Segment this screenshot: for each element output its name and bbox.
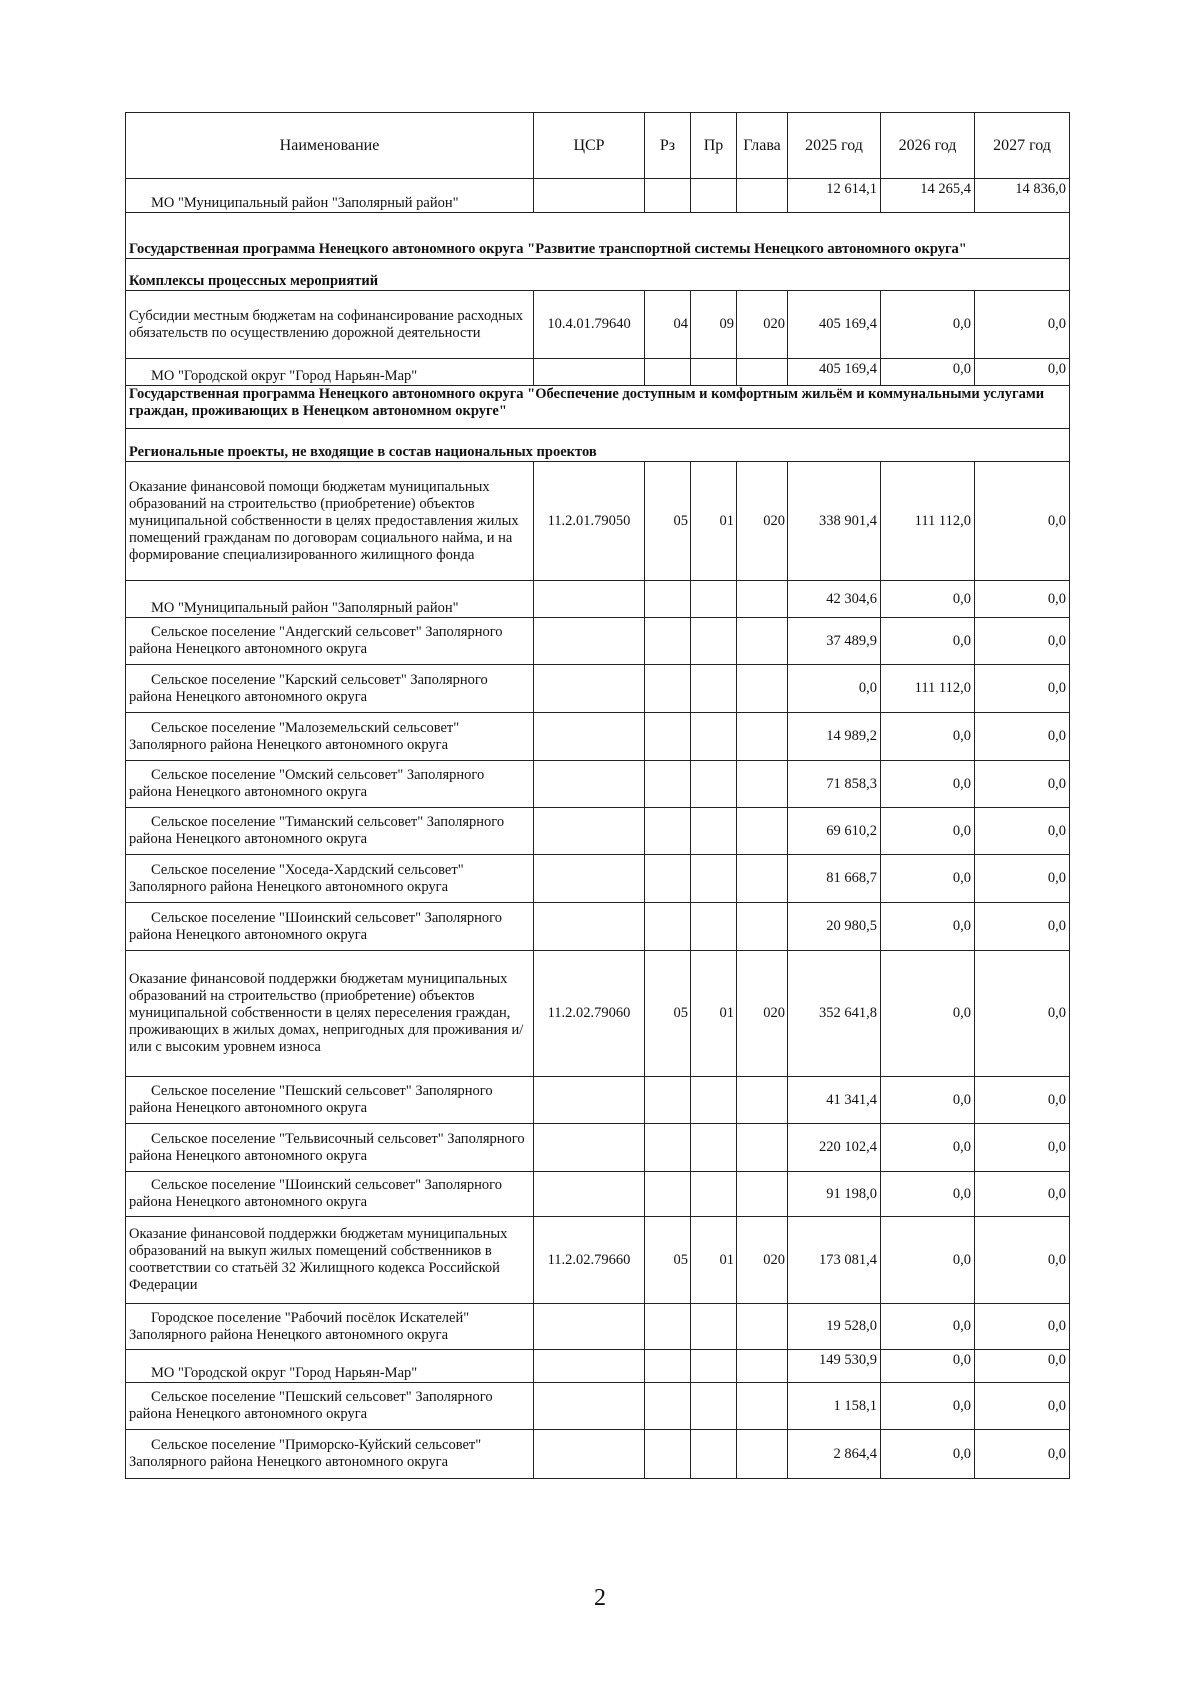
row-2027: 0,0 bbox=[975, 1217, 1070, 1304]
row-2027: 0,0 bbox=[975, 808, 1070, 855]
row-2027: 0,0 bbox=[975, 1350, 1070, 1383]
header-glava: Глава bbox=[737, 113, 788, 179]
row-name: Сельское поселение "Хоседа-Хардский сельсовет" Заполярного района Ненецкого автономного округа bbox=[126, 855, 534, 903]
empty-cell bbox=[645, 855, 691, 903]
empty-cell bbox=[691, 1172, 737, 1217]
table-row bbox=[126, 1350, 1070, 1383]
row-2027: 0,0 bbox=[975, 951, 1070, 1077]
empty-cell bbox=[737, 855, 788, 903]
row-2026: 0,0 bbox=[881, 713, 975, 761]
row-2027: 0,0 bbox=[975, 1124, 1070, 1172]
row-csr: 11.2.02.79660 bbox=[534, 1217, 645, 1304]
row-2025: 220 102,4 bbox=[788, 1124, 881, 1172]
table-row bbox=[126, 1124, 1070, 1172]
row-glava: 020 bbox=[737, 462, 788, 581]
row-2027: 0,0 bbox=[975, 1430, 1070, 1479]
empty-cell bbox=[691, 713, 737, 761]
table-row bbox=[126, 951, 1070, 1077]
section-subtitle: Комплексы процессных мероприятий bbox=[126, 259, 1070, 291]
empty-cell bbox=[691, 903, 737, 951]
row-2026: 0,0 bbox=[881, 1304, 975, 1350]
header-rz: Рз bbox=[645, 113, 691, 179]
empty-cell bbox=[534, 761, 645, 808]
table-row bbox=[126, 855, 1070, 903]
section-title: Государственная программа Ненецкого автономного округа "Развитие транспортной системы Ненецкого автономного округа" bbox=[126, 213, 1070, 259]
row-glava: 020 bbox=[737, 291, 788, 359]
empty-cell bbox=[645, 179, 691, 213]
empty-cell bbox=[645, 808, 691, 855]
row-csr: 11.2.01.79050 bbox=[534, 462, 645, 581]
empty-cell bbox=[737, 903, 788, 951]
empty-cell bbox=[534, 1124, 645, 1172]
empty-cell bbox=[737, 1350, 788, 1383]
row-2027: 0,0 bbox=[975, 1172, 1070, 1217]
empty-cell bbox=[737, 359, 788, 386]
empty-cell bbox=[737, 1172, 788, 1217]
row-name: Оказание финансовой поддержки бюджетам муниципальных образований на выкуп жилых помещений собственников в соответствии со статьёй 32 Жилищного кодекса Российской Федерации bbox=[126, 1217, 534, 1304]
table-row bbox=[126, 359, 1070, 386]
row-name: Сельское поселение "Андегский сельсовет" Заполярного района Ненецкого автономного округа bbox=[126, 618, 534, 665]
empty-cell bbox=[534, 665, 645, 713]
table-row bbox=[126, 618, 1070, 665]
empty-cell bbox=[534, 618, 645, 665]
empty-cell bbox=[534, 713, 645, 761]
table-row bbox=[126, 903, 1070, 951]
row-2027: 0,0 bbox=[975, 291, 1070, 359]
empty-cell bbox=[737, 1124, 788, 1172]
table-row bbox=[126, 665, 1070, 713]
row-2027: 0,0 bbox=[975, 1304, 1070, 1350]
table-row bbox=[126, 1077, 1070, 1124]
row-2025: 41 341,4 bbox=[788, 1077, 881, 1124]
row-2026: 111 112,0 bbox=[881, 462, 975, 581]
row-2026: 0,0 bbox=[881, 581, 975, 618]
row-2025: 1 158,1 bbox=[788, 1383, 881, 1430]
row-name: Сельское поселение "Шоинский сельсовет" Заполярного района Ненецкого автономного округа bbox=[126, 1172, 534, 1217]
empty-cell bbox=[645, 713, 691, 761]
row-2025: 14 989,2 bbox=[788, 713, 881, 761]
section-row bbox=[126, 213, 1070, 259]
empty-cell bbox=[534, 855, 645, 903]
section-row bbox=[126, 386, 1070, 429]
row-name: Сельское поселение "Тиманский сельсовет" Заполярного района Ненецкого автономного округа bbox=[126, 808, 534, 855]
row-2027: 0,0 bbox=[975, 1383, 1070, 1430]
empty-cell bbox=[645, 1077, 691, 1124]
row-2025: 69 610,2 bbox=[788, 808, 881, 855]
row-name: Сельское поселение "Пешский сельсовет" Заполярного района Ненецкого автономного округа bbox=[126, 1383, 534, 1430]
empty-cell bbox=[645, 665, 691, 713]
row-name: Сельское поселение "Карский сельсовет" Заполярного района Ненецкого автономного округа bbox=[126, 665, 534, 713]
empty-cell bbox=[691, 665, 737, 713]
empty-cell bbox=[534, 1172, 645, 1217]
row-2027: 0,0 bbox=[975, 761, 1070, 808]
empty-cell bbox=[645, 903, 691, 951]
section-row bbox=[126, 429, 1070, 462]
empty-cell bbox=[534, 581, 645, 618]
empty-cell bbox=[691, 1304, 737, 1350]
row-glava: 020 bbox=[737, 951, 788, 1077]
header-name: Наименование bbox=[126, 113, 534, 179]
table-row bbox=[126, 1304, 1070, 1350]
empty-cell bbox=[691, 761, 737, 808]
row-2025: 81 668,7 bbox=[788, 855, 881, 903]
header-pr: Пр bbox=[691, 113, 737, 179]
row-2027: 14 836,0 bbox=[975, 179, 1070, 213]
empty-cell bbox=[737, 1077, 788, 1124]
row-2026: 0,0 bbox=[881, 1172, 975, 1217]
table-header-row bbox=[126, 113, 1070, 179]
row-pr: 09 bbox=[691, 291, 737, 359]
row-2025: 71 858,3 bbox=[788, 761, 881, 808]
row-name: Сельское поселение "Тельвисочный сельсовет" Заполярного района Ненецкого автономного округа bbox=[126, 1124, 534, 1172]
row-name: МО "Муниципальный район "Заполярный район" bbox=[126, 179, 534, 213]
row-2025: 91 198,0 bbox=[788, 1172, 881, 1217]
empty-cell bbox=[737, 713, 788, 761]
empty-cell bbox=[645, 1172, 691, 1217]
row-name: МО "Городской округ "Город Нарьян-Мар" bbox=[126, 1350, 534, 1383]
row-2025: 37 489,9 bbox=[788, 618, 881, 665]
row-name: Оказание финансовой помощи бюджетам муниципальных образований на строительство (приобретение) объектов муниципальной собственности в целях предоставления жилых помещений гражданам по договорам социального найма, и на формирование специализированного жилищного фонда bbox=[126, 462, 534, 581]
row-name: Субсидии местным бюджетам на софинансирование расходных обязательств по осуществлению дорожной деятельности bbox=[126, 291, 534, 359]
row-2026: 0,0 bbox=[881, 1124, 975, 1172]
empty-cell bbox=[691, 1350, 737, 1383]
empty-cell bbox=[534, 903, 645, 951]
empty-cell bbox=[691, 1430, 737, 1479]
empty-cell bbox=[737, 665, 788, 713]
row-2027: 0,0 bbox=[975, 462, 1070, 581]
page-number: 2 bbox=[594, 1585, 606, 1611]
empty-cell bbox=[737, 581, 788, 618]
empty-cell bbox=[691, 808, 737, 855]
row-2026: 0,0 bbox=[881, 903, 975, 951]
empty-cell bbox=[691, 618, 737, 665]
table-row bbox=[126, 581, 1070, 618]
row-2027: 0,0 bbox=[975, 855, 1070, 903]
row-2027: 0,0 bbox=[975, 359, 1070, 386]
row-2026: 0,0 bbox=[881, 808, 975, 855]
row-2025: 338 901,4 bbox=[788, 462, 881, 581]
empty-cell bbox=[534, 179, 645, 213]
empty-cell bbox=[534, 1304, 645, 1350]
section-subtitle: Региональные проекты, не входящие в состав национальных проектов bbox=[126, 429, 1070, 462]
row-2026: 14 265,4 bbox=[881, 179, 975, 213]
row-2026: 0,0 bbox=[881, 618, 975, 665]
table-row bbox=[126, 761, 1070, 808]
empty-cell bbox=[737, 179, 788, 213]
row-name: Сельское поселение "Пешский сельсовет" Заполярного района Ненецкого автономного округа bbox=[126, 1077, 534, 1124]
row-2025: 20 980,5 bbox=[788, 903, 881, 951]
row-2026: 0,0 bbox=[881, 1077, 975, 1124]
empty-cell bbox=[534, 1430, 645, 1479]
row-2025: 0,0 bbox=[788, 665, 881, 713]
table-row bbox=[126, 1217, 1070, 1304]
row-2026: 0,0 bbox=[881, 1383, 975, 1430]
row-glava: 020 bbox=[737, 1217, 788, 1304]
row-2027: 0,0 bbox=[975, 1077, 1070, 1124]
empty-cell bbox=[645, 1124, 691, 1172]
row-csr: 11.2.02.79060 bbox=[534, 951, 645, 1077]
empty-cell bbox=[737, 1430, 788, 1479]
row-2026: 111 112,0 bbox=[881, 665, 975, 713]
empty-cell bbox=[691, 1077, 737, 1124]
empty-cell bbox=[737, 618, 788, 665]
row-2025: 19 528,0 bbox=[788, 1304, 881, 1350]
row-2027: 0,0 bbox=[975, 581, 1070, 618]
table-row bbox=[126, 1172, 1070, 1217]
row-pr: 01 bbox=[691, 462, 737, 581]
table-row bbox=[126, 179, 1070, 213]
empty-cell bbox=[737, 808, 788, 855]
row-rz: 05 bbox=[645, 951, 691, 1077]
table-row bbox=[126, 291, 1070, 359]
header-csr: ЦСР bbox=[534, 113, 645, 179]
empty-cell bbox=[645, 359, 691, 386]
budget-table bbox=[125, 112, 1070, 1479]
row-2025: 149 530,9 bbox=[788, 1350, 881, 1383]
row-2026: 0,0 bbox=[881, 855, 975, 903]
row-2026: 0,0 bbox=[881, 359, 975, 386]
empty-cell bbox=[737, 1304, 788, 1350]
empty-cell bbox=[691, 1124, 737, 1172]
section-row bbox=[126, 259, 1070, 291]
header-2026: 2026 год bbox=[881, 113, 975, 179]
empty-cell bbox=[645, 618, 691, 665]
row-rz: 05 bbox=[645, 462, 691, 581]
row-2025: 12 614,1 bbox=[788, 179, 881, 213]
row-name: МО "Муниципальный район "Заполярный район" bbox=[126, 581, 534, 618]
table-row bbox=[126, 713, 1070, 761]
row-2026: 0,0 bbox=[881, 1217, 975, 1304]
empty-cell bbox=[691, 1383, 737, 1430]
empty-cell bbox=[534, 1077, 645, 1124]
row-csr: 10.4.01.79640 bbox=[534, 291, 645, 359]
empty-cell bbox=[645, 761, 691, 808]
table-row bbox=[126, 1430, 1070, 1479]
header-2027: 2027 год bbox=[975, 113, 1070, 179]
empty-cell bbox=[645, 581, 691, 618]
empty-cell bbox=[691, 855, 737, 903]
empty-cell bbox=[737, 1383, 788, 1430]
empty-cell bbox=[534, 1383, 645, 1430]
empty-cell bbox=[645, 1383, 691, 1430]
row-name: Сельское поселение "Омский сельсовет" Заполярного района Ненецкого автономного округа bbox=[126, 761, 534, 808]
empty-cell bbox=[534, 1350, 645, 1383]
row-2026: 0,0 bbox=[881, 951, 975, 1077]
row-2025: 405 169,4 bbox=[788, 359, 881, 386]
row-name: Городское поселение "Рабочий посёлок Искателей" Заполярного района Ненецкого автономного округа bbox=[126, 1304, 534, 1350]
row-2026: 0,0 bbox=[881, 1350, 975, 1383]
row-name: Сельское поселение "Приморско-Куйский сельсовет" Заполярного района Ненецкого автономного округа bbox=[126, 1430, 534, 1479]
table-row bbox=[126, 1383, 1070, 1430]
row-pr: 01 bbox=[691, 1217, 737, 1304]
row-name: Сельское поселение "Малоземельский сельсовет" Заполярного района Ненецкого автономного округа bbox=[126, 713, 534, 761]
section-title: Государственная программа Ненецкого автономного округа "Обеспечение доступным и комфортным жильём и коммунальными услугами граждан, проживающих в Ненецком автономном округе" bbox=[126, 386, 1070, 429]
row-name: МО "Городской округ "Город Нарьян-Мар" bbox=[126, 359, 534, 386]
row-name: Оказание финансовой поддержки бюджетам муниципальных образований на строительство (приобретение) объектов муниципальной собственности в целях переселения граждан, проживающих в жилых домах, непригодных для проживания и/или с высоким уровнем износа bbox=[126, 951, 534, 1077]
row-pr: 01 bbox=[691, 951, 737, 1077]
row-rz: 04 bbox=[645, 291, 691, 359]
row-2027: 0,0 bbox=[975, 618, 1070, 665]
empty-cell bbox=[645, 1304, 691, 1350]
row-name: Сельское поселение "Шоинский сельсовет" Заполярного района Ненецкого автономного округа bbox=[126, 903, 534, 951]
row-2027: 0,0 bbox=[975, 903, 1070, 951]
row-2026: 0,0 bbox=[881, 761, 975, 808]
row-2026: 0,0 bbox=[881, 291, 975, 359]
row-2027: 0,0 bbox=[975, 713, 1070, 761]
row-2025: 42 304,6 bbox=[788, 581, 881, 618]
empty-cell bbox=[737, 761, 788, 808]
empty-cell bbox=[691, 179, 737, 213]
empty-cell bbox=[691, 359, 737, 386]
table-row bbox=[126, 462, 1070, 581]
row-2025: 405 169,4 bbox=[788, 291, 881, 359]
empty-cell bbox=[645, 1350, 691, 1383]
row-2026: 0,0 bbox=[881, 1430, 975, 1479]
row-2025: 2 864,4 bbox=[788, 1430, 881, 1479]
row-rz: 05 bbox=[645, 1217, 691, 1304]
row-2025: 173 081,4 bbox=[788, 1217, 881, 1304]
empty-cell bbox=[691, 581, 737, 618]
row-2025: 352 641,8 bbox=[788, 951, 881, 1077]
header-2025: 2025 год bbox=[788, 113, 881, 179]
empty-cell bbox=[534, 359, 645, 386]
empty-cell bbox=[645, 1430, 691, 1479]
row-2027: 0,0 bbox=[975, 665, 1070, 713]
budget-table-container bbox=[125, 112, 1069, 1479]
table-row bbox=[126, 808, 1070, 855]
empty-cell bbox=[534, 808, 645, 855]
